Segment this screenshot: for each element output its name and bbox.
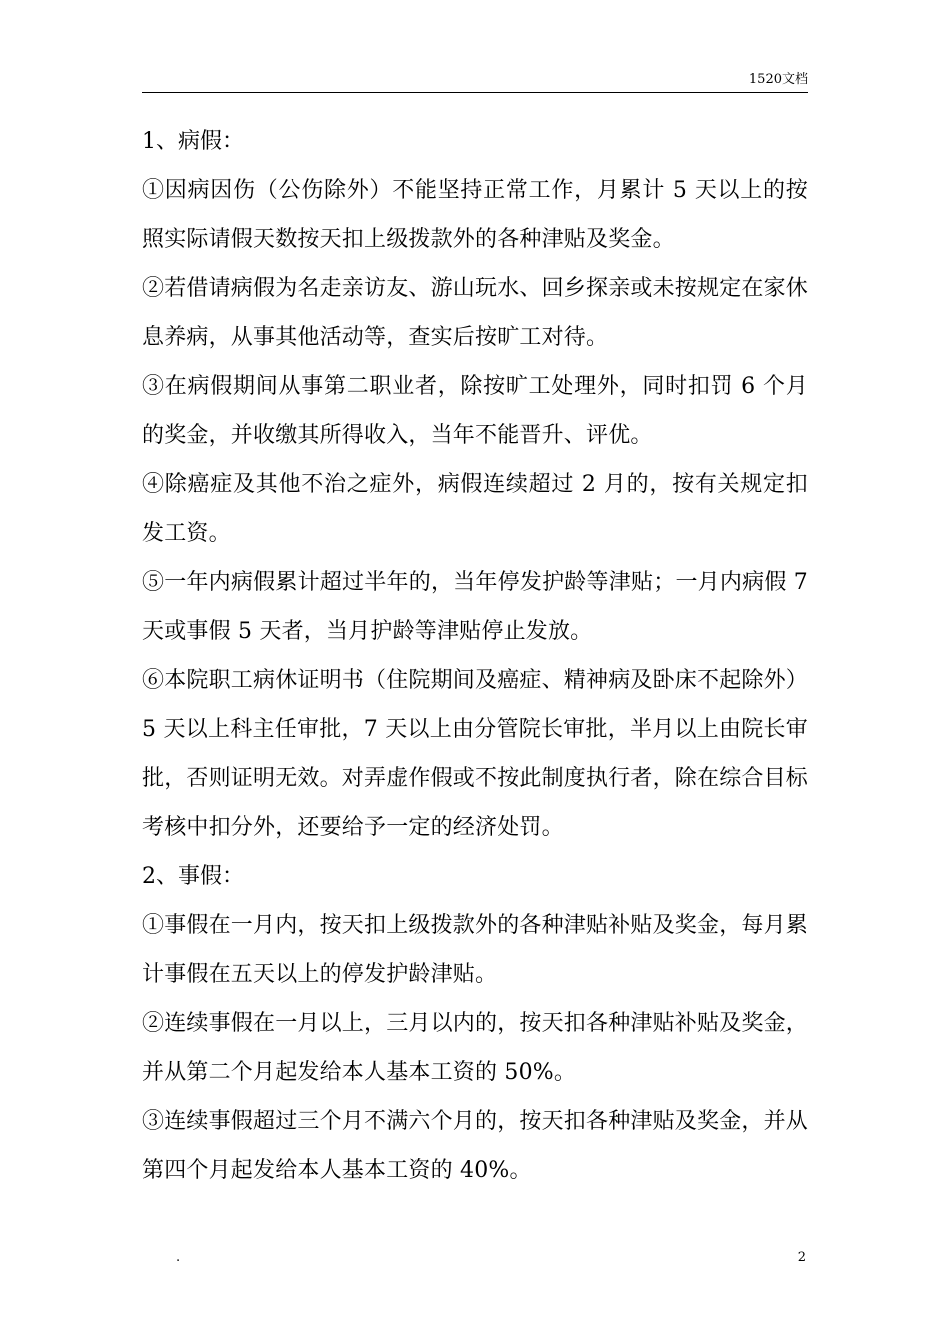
sick-leave-item-1: ①因病因伤（公伤除外）不能坚持正常工作，月累计 5 天以上的按照实际请假天数按天扣上级拨款外的各种津贴及奖金。 (142, 178, 808, 252)
sick-leave-item-2: ②若借请病假为名走亲访友、游山玩水、回乡探亲或未按规定在家休息养病，从事其他活动等，查实后按旷工对待。 (142, 276, 809, 350)
sick-leave-item-3: ③在病假期间从事第二职业者，除按旷工处理外，同时扣罚 6 个月的奖金，并收缴其所得收入，当年不能晋升、评优。 (142, 374, 808, 448)
sick-leave-item-4: ④除癌症及其他不治之症外，病假连续超过 2 月的，按有关规定扣发工资。 (142, 472, 808, 546)
footer-dot: . (176, 1250, 181, 1265)
sick-leave-item-6: ⑥本院职工病休证明书（住院期间及癌症、精神病及卧床不起除外）5 天以上科主任审批，7 天以上由分管院长审批，半月以上由院长审批，否则证明无效。对弄虚作假或不按此制度执行者，除在综合目标考核中扣分外，还要给予一定的经济处罚。 (142, 668, 809, 840)
personal-leave-item-1: ①事假在一月内，按天扣上级拨款外的各种津贴补贴及奖金，每月累计事假在五天以上的停发护龄津贴。 (142, 913, 809, 987)
section-heading-personal-leave: 2、事假： (142, 864, 244, 889)
sick-leave-item-5: ⑤一年内病假累计超过半年的，当年停发护龄等津贴；一月内病假 7 天或事假 5 天者，当月护龄等津贴停止发放。 (142, 570, 808, 644)
personal-leave-item-2: ②连续事假在一月以上，三月以内的，按天扣各种津贴补贴及奖金，并从第二个月起发给本人基本工资的 50%。 (142, 1011, 809, 1085)
document-body (142, 117, 808, 1195)
personal-leave-item-3: ③连续事假超过三个月不满六个月的，按天扣各种津贴及奖金，并从第四个月起发给本人基本工资的 40%。 (142, 1109, 809, 1183)
header-rule (142, 92, 808, 93)
header-doc-label: 1520文档 (748, 72, 808, 87)
section-heading-sick-leave: 1、病假： (142, 129, 244, 154)
page-number: 2 (797, 1250, 806, 1265)
